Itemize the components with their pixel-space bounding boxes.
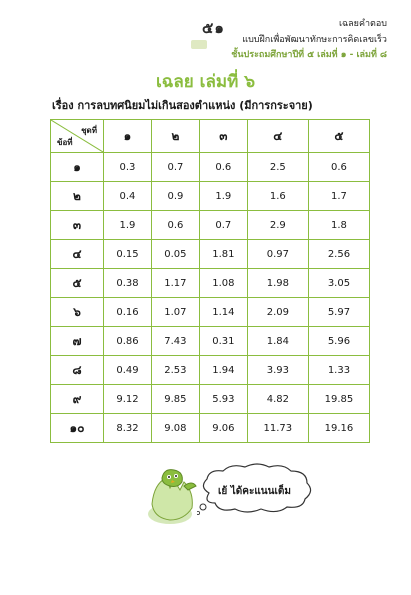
answer-cell: 19.85 (308, 385, 369, 414)
answer-cell: 2.9 (247, 211, 308, 240)
answer-cell: 8.32 (104, 414, 152, 443)
answer-cell: 1.81 (199, 240, 247, 269)
answer-cell: 0.38 (104, 269, 152, 298)
answer-cell: 2.56 (308, 240, 369, 269)
answer-cell: 9.85 (151, 385, 199, 414)
answer-cell: 1.94 (199, 356, 247, 385)
answer-cell: 0.86 (104, 327, 152, 356)
answer-cell: 0.7 (151, 153, 199, 182)
answer-cell: 3.93 (247, 356, 308, 385)
table-corner-cell (51, 120, 104, 153)
item-number-cell: ๖ (51, 298, 104, 327)
table-body (51, 153, 370, 443)
answer-cell: 1.14 (199, 298, 247, 327)
item-number-cell: ๑ (51, 153, 104, 182)
corner-item-label: ข้อที่ (57, 138, 73, 147)
set-header: ๒ (151, 120, 199, 153)
item-number-cell: ๔ (51, 240, 104, 269)
answer-cell: 0.9 (151, 182, 199, 211)
answer-cell: 0.15 (104, 240, 152, 269)
answer-cell: 1.7 (308, 182, 369, 211)
subject-line: เรื่อง การลบทศนิยมไม่เกินสองตำแหน่ง (มีการกระจาย) (52, 99, 313, 112)
page-tab-marker (191, 40, 207, 49)
answer-cell: 7.43 (151, 327, 199, 356)
answer-cell: 0.3 (104, 153, 152, 182)
answer-cell: 9.12 (104, 385, 152, 414)
answer-cell: 2.5 (247, 153, 308, 182)
answer-cell: 0.4 (104, 182, 152, 211)
item-number-cell: ๒ (51, 182, 104, 211)
header-line-1: เฉลยคำตอบ (338, 19, 387, 29)
item-number-cell: ๕ (51, 269, 104, 298)
answer-cell: 1.9 (199, 182, 247, 211)
table-row (51, 153, 370, 182)
item-number-cell: ๘ (51, 356, 104, 385)
answer-cell: 0.31 (199, 327, 247, 356)
answer-cell: 1.17 (151, 269, 199, 298)
answer-cell: 0.05 (151, 240, 199, 269)
table-row (51, 327, 370, 356)
item-number-cell: ๗ (51, 327, 104, 356)
answer-cell: 9.06 (199, 414, 247, 443)
header-line-3: ชั้นประถมศึกษาปีที่ ๕ เล่มที่ ๑ - เล่มที่ ๘ (231, 50, 387, 60)
item-number-cell: ๙ (51, 385, 104, 414)
table-row (51, 182, 370, 211)
table-row (51, 269, 370, 298)
table-row (51, 414, 370, 443)
table-row (51, 211, 370, 240)
answer-cell: 1.98 (247, 269, 308, 298)
answer-cell: 5.96 (308, 327, 369, 356)
answer-cell: 5.93 (199, 385, 247, 414)
answer-cell: 0.6 (151, 211, 199, 240)
answer-cell: 1.6 (247, 182, 308, 211)
set-header: ๑ (104, 120, 152, 153)
answer-cell: 2.53 (151, 356, 199, 385)
page-number: ๕๑ (202, 19, 225, 37)
table-row (51, 298, 370, 327)
set-header: ๕ (308, 120, 369, 153)
answer-cell: 1.8 (308, 211, 369, 240)
answer-cell: 0.97 (247, 240, 308, 269)
answer-cell: 5.97 (308, 298, 369, 327)
hatching-chick-illustration (144, 464, 204, 526)
answer-cell: 3.05 (308, 269, 369, 298)
answer-cell: 11.73 (247, 414, 308, 443)
answer-cell: 9.08 (151, 414, 199, 443)
set-header: ๔ (247, 120, 308, 153)
answer-cell: 1.08 (199, 269, 247, 298)
page-title: เฉลย เล่มที่ ๖ (155, 72, 256, 92)
answer-cell: 1.07 (151, 298, 199, 327)
answer-cell: 1.33 (308, 356, 369, 385)
running-header (231, 18, 387, 62)
table-row (51, 356, 370, 385)
answer-cell: 0.6 (199, 153, 247, 182)
answer-cell: 4.82 (247, 385, 308, 414)
table-header-row (51, 120, 370, 153)
answer-cell: 2.09 (247, 298, 308, 327)
table-row (51, 240, 370, 269)
answer-cell: 1.84 (247, 327, 308, 356)
answer-cell: 0.7 (199, 211, 247, 240)
table-row (51, 385, 370, 414)
item-number-cell: ๓ (51, 211, 104, 240)
header-line-2: แบบฝึกเพื่อพัฒนาทักษะการคิดเลขเร็ว (242, 35, 387, 45)
answer-cell: 0.49 (104, 356, 152, 385)
answer-cell: 0.6 (308, 153, 369, 182)
answer-cell: 1.9 (104, 211, 152, 240)
answer-cell: 0.16 (104, 298, 152, 327)
answer-table (50, 119, 370, 443)
item-number-cell: ๑๐ (51, 414, 104, 443)
corner-set-label: ชุดที่ (81, 126, 97, 135)
answer-cell: 19.16 (308, 414, 369, 443)
bubble-text: เย้ ได้คะแนนเต็ม (218, 486, 291, 497)
set-header: ๓ (199, 120, 247, 153)
